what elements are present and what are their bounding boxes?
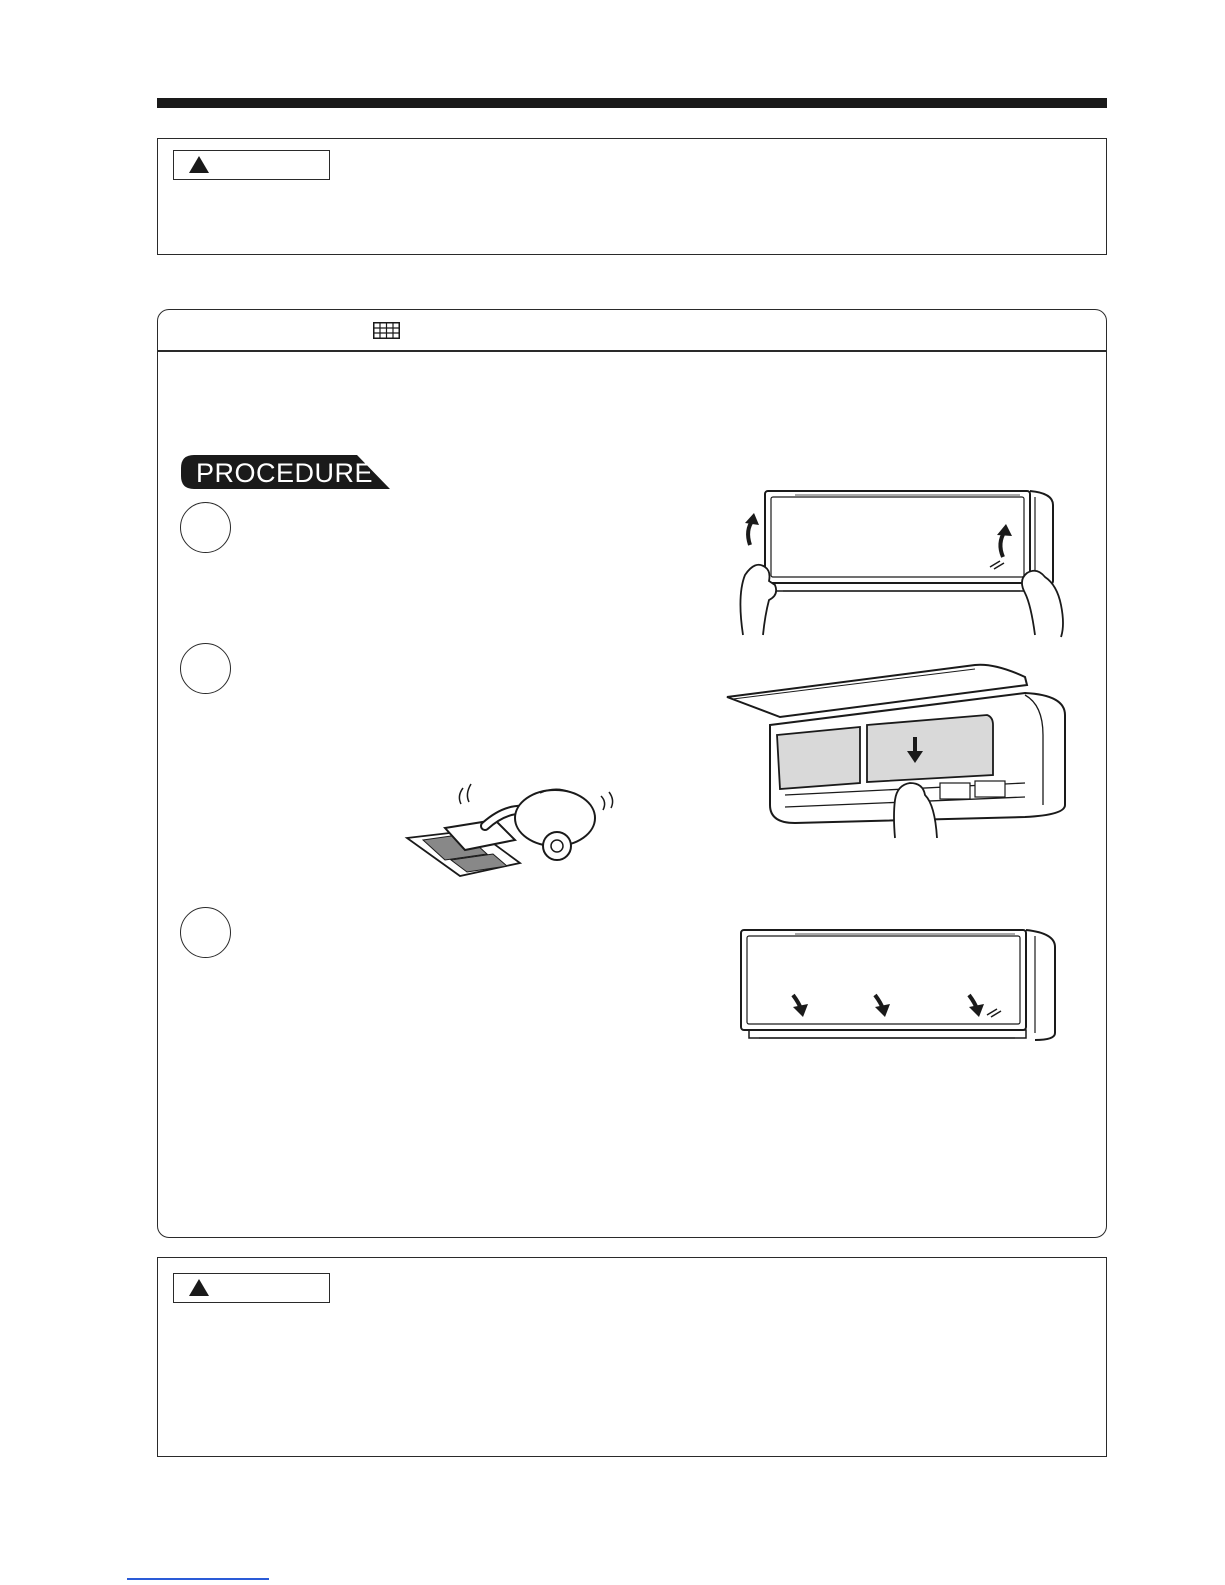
warning-box-bottom (157, 1257, 1107, 1457)
step-2-circle (180, 643, 231, 694)
warning-box-top (157, 138, 1107, 255)
procedure-badge (180, 454, 392, 490)
warning-triangle-icon (189, 156, 209, 173)
unit-close-panel-illustration (735, 925, 1070, 1050)
warning-triangle-icon (189, 1279, 209, 1296)
footer-link-underline[interactable] (127, 1578, 269, 1580)
step-3-circle (180, 907, 231, 958)
step-1-circle (180, 502, 231, 553)
procedure-badge-text: PROCEDURE (196, 458, 374, 488)
panel-header-divider (158, 350, 1106, 352)
warning-label-bottom (173, 1273, 330, 1303)
warning-label-top (173, 150, 330, 180)
filter-grid-icon (373, 322, 400, 339)
unit-open-panel-illustration (735, 485, 1075, 640)
vacuum-cleaning-illustration (405, 768, 620, 888)
filter-removal-illustration (725, 655, 1070, 840)
top-rule (157, 98, 1107, 108)
